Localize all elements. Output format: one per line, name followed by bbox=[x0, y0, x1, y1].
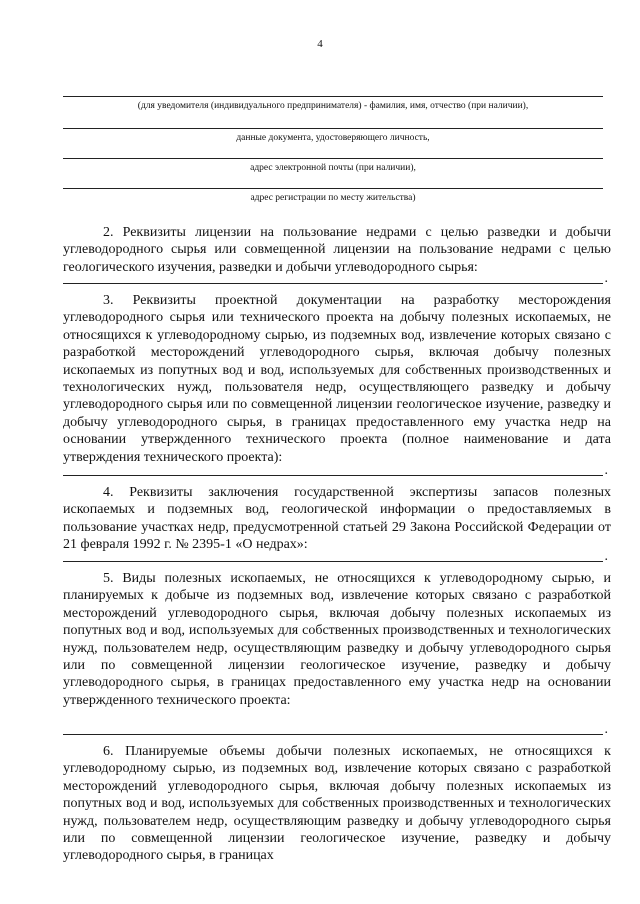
caption-id-document: данные документа, удостоверяющего личность, bbox=[236, 133, 430, 143]
paragraph-4-expertise: 4. Реквизиты заключения государственной экспертизы запасов полезных ископаемых и подземных вод, геологической информации о предоставляемых в пользование участках недр, предусмотренной статьей 29 Закона Российской Федерации от 21 февраля 1992 г. № 2395-1 «О недрах»: bbox=[63, 485, 611, 553]
answer-terminator: . bbox=[604, 549, 608, 564]
caption-email: адрес электронной почты (при наличии), bbox=[250, 163, 416, 173]
answer-line-3 bbox=[63, 463, 608, 478]
fill-line-address bbox=[63, 188, 603, 189]
answer-terminator: . bbox=[604, 271, 608, 286]
fill-line-id-document bbox=[63, 128, 603, 129]
paragraph-2-license: 2. Реквизиты лицензии на пользование недрами с целью разведки и добычи углеводородного сырья или совмещенной лицензии на пользование недрами с целью геологического изучения, разведки и добычи углеводородного сырья: bbox=[63, 225, 611, 275]
fill-line-name bbox=[63, 96, 603, 97]
answer-terminator: . bbox=[604, 463, 608, 478]
caption-name: (для уведомителя (индивидуального предпринимателя) - фамилия, имя, отчество (при наличии), bbox=[137, 101, 529, 111]
answer-line-5 bbox=[63, 722, 608, 737]
paragraph-6-planned-volumes: 6. Планируемые объемы добычи полезных ископаемых, не относящихся к углеводородному сырью, из подземных вод, извлечение которых связано с разработкой месторождений углеводородного сырья, включая добычу полезных ископаемых из попутных вод и вод, используемых для собственных производственных и технологических нужд, пользователем недр, осуществляющим разведку и добычу углеводородного сырья или по совмещенной лицензии геологическое изучение, разведку и добычу углеводородного сырья, в границах bbox=[63, 744, 611, 864]
page-number: 4 bbox=[317, 38, 323, 50]
paragraph-3-project-documentation: 3. Реквизиты проектной документации на разработку месторождения углеводородного сырья или технического проекта на добычу полезных ископаемых, не относящихся к углеводородному сырью, из подземных вод, извлечение которых связано с разработкой месторождений углеводородного сырья, включая добычу полезных ископаемых из попутных вод и вод, используемых для собственных производственных и технологических нужд, пользователя недр, осуществляющего разведку и добычу углеводородного сырья или по совмещенной лицензии геологическое изучение, разведку и добычу углеводородного сырья, в границах предоставленного ему участка недр на основании утвержденного технического проекта (полное наименование и дата утверждения технического проекта): bbox=[63, 293, 611, 465]
caption-address: адрес регистрации по месту жительства) bbox=[250, 193, 416, 203]
answer-terminator: . bbox=[604, 722, 608, 737]
answer-line-4 bbox=[63, 549, 608, 564]
paragraph-5-mineral-types: 5. Виды полезных ископаемых, не относящихся к углеводородному сырью, и планируемых к добыче из подземных вод, извлечение которых связано с разработкой месторождений углеводородного сырья, включая добычу полезных ископаемых из попутных вод и вод, используемых для собственных производственных и технологических нужд, пользователем недр, осуществляющим разведку и добычу углеводородного сырья или по совмещенной лицензии геологическое изучение, разведку и добычу углеводородного сырья, в границах предоставленного ему участка недр на основании утвержденного технического проекта: bbox=[63, 571, 611, 708]
answer-line-2 bbox=[63, 271, 608, 286]
fill-line-email bbox=[63, 158, 603, 159]
